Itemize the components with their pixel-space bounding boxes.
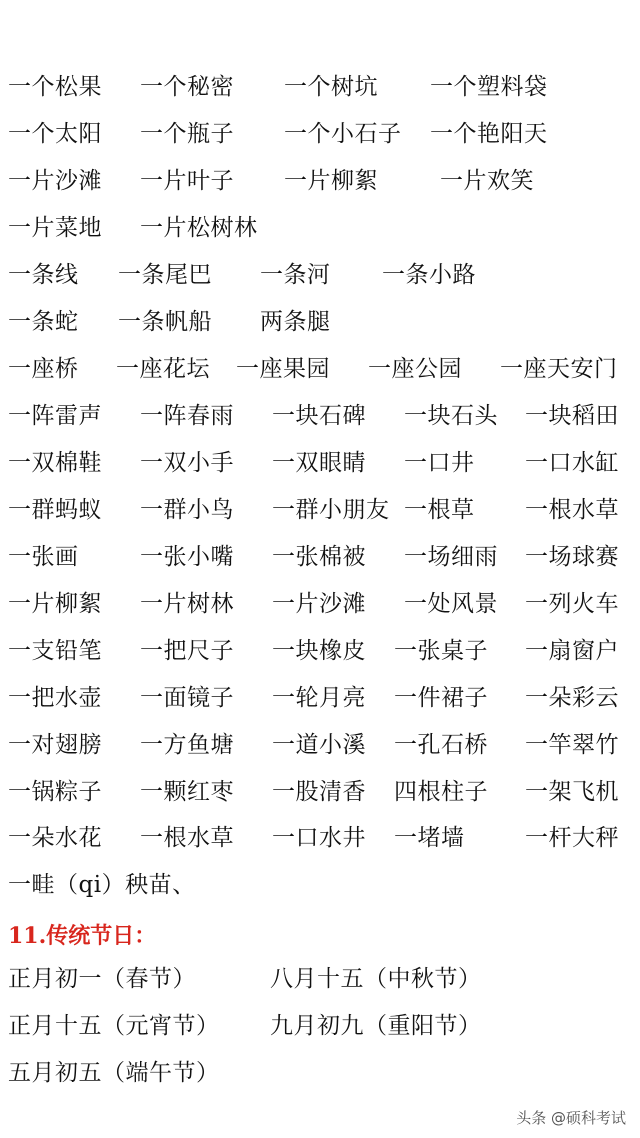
measure-word-phrase: 一双小手: [140, 450, 234, 476]
festival-item: 正月十五（元宵节）: [8, 1013, 220, 1039]
measure-word-phrase: 一个瓶子: [140, 121, 234, 147]
measure-word-phrase: 一堵墙: [394, 825, 465, 851]
measure-word-phrase: 一双眼睛: [272, 450, 366, 476]
measure-word-phrase: 一架飞机: [525, 779, 619, 805]
measure-word-phrase: 一锅粽子: [8, 779, 102, 805]
measure-word-phrase: 一口水井: [272, 825, 366, 851]
measure-word-phrase: 一处风景: [404, 591, 498, 617]
measure-word-phrase: 一根草: [404, 497, 475, 523]
measure-word-phrase: 一块稻田: [525, 403, 619, 429]
measure-word-phrase: 一双棉鞋: [8, 450, 102, 476]
measure-word-phrase: 一个树坑: [284, 74, 378, 100]
text-row: [0, 158, 640, 204]
measure-word-phrase: 一把尺子: [140, 638, 234, 664]
measure-word-phrase: 一张小嘴: [140, 544, 234, 570]
festival-item: 八月十五（中秋节）: [270, 966, 482, 992]
measure-word-phrase: 一场球赛: [525, 544, 619, 570]
measure-word-phrase: 一座天安门: [500, 356, 618, 382]
measure-word-phrase: 一个小石子: [284, 121, 402, 147]
measure-word-phrase: 一方鱼塘: [140, 732, 234, 758]
measure-word-phrase: 一个太阳: [8, 121, 102, 147]
text-row: [0, 440, 640, 486]
measure-word-phrase: 一块石碑: [272, 403, 366, 429]
measure-word-phrase: 四根柱子: [394, 779, 488, 805]
measure-word-phrase: 一张棉被: [272, 544, 366, 570]
measure-word-phrase: 一个艳阳天: [430, 121, 548, 147]
measure-word-phrase: 一群小朋友: [272, 497, 390, 523]
measure-word-phrase: 一扇窗户: [525, 638, 619, 664]
measure-word-phrase: 一片柳絮: [8, 591, 102, 617]
text-row: [0, 393, 640, 439]
measure-word-phrase: 一个松果: [8, 74, 102, 100]
measure-word-phrase: 一群蚂蚁: [8, 497, 102, 523]
measure-word-phrase: 一块石头: [404, 403, 498, 429]
festival-item: 正月初一（春节）: [8, 966, 196, 992]
measure-word-phrase: 一道小溪: [272, 732, 366, 758]
measure-word-phrase: 一张画: [8, 544, 79, 570]
text-row: [0, 111, 640, 157]
text-row: [0, 534, 640, 580]
measure-word-phrase: 一口水缸: [525, 450, 619, 476]
measure-word-phrase: 一畦（qi）秧苗、: [8, 872, 196, 898]
measure-word-phrase: 一条小路: [382, 262, 476, 288]
measure-word-phrase: 一条尾巴: [118, 262, 212, 288]
festival-item: 九月初九（重阳节）: [270, 1013, 482, 1039]
measure-word-phrase: 一列火车: [525, 591, 619, 617]
measure-word-phrase: 一朵水花: [8, 825, 102, 851]
measure-word-phrase: 一片柳絮: [284, 168, 378, 194]
measure-word-phrase: 一孔石桥: [394, 732, 488, 758]
measure-word-phrase: 一对翅膀: [8, 732, 102, 758]
measure-word-phrase: 一支铅笔: [8, 638, 102, 664]
measure-word-phrase: 一条蛇: [8, 309, 79, 335]
text-row: [0, 815, 640, 861]
measure-word-phrase: 一个秘密: [140, 74, 234, 100]
text-row: [0, 628, 640, 674]
festival-item: 五月初五（端午节）: [8, 1060, 220, 1086]
measure-word-phrase: 一个塑料袋: [430, 74, 548, 100]
measure-word-phrase: 一座公园: [368, 356, 462, 382]
measure-word-phrase: 一阵雷声: [8, 403, 102, 429]
measure-word-phrase: 一片沙滩: [272, 591, 366, 617]
measure-word-phrase: 一片叶子: [140, 168, 234, 194]
measure-word-phrase: 一群小鸟: [140, 497, 234, 523]
measure-word-phrase: 一阵春雨: [140, 403, 234, 429]
measure-word-phrase: 一条线: [8, 262, 79, 288]
section-title: 11.传统节日：: [8, 923, 157, 949]
measure-word-phrase: 两条腿: [260, 309, 331, 335]
text-row: [0, 64, 640, 110]
measure-word-phrase: 一竿翠竹: [525, 732, 619, 758]
measure-word-phrase: 一座果园: [236, 356, 330, 382]
measure-word-phrase: 一件裙子: [394, 685, 488, 711]
measure-word-phrase: 一条帆船: [118, 309, 212, 335]
text-row: [0, 299, 640, 345]
measure-word-phrase: 一根水草: [525, 497, 619, 523]
text-row: [0, 581, 640, 627]
watermark: 头条 @硕科考试: [516, 1109, 626, 1127]
measure-word-phrase: 一股清香: [272, 779, 366, 805]
measure-word-phrase: 一口井: [404, 450, 475, 476]
measure-word-phrase: 一片菜地: [8, 215, 102, 241]
measure-word-phrase: 一把水壶: [8, 685, 102, 711]
measure-word-phrase: 一片松树林: [140, 215, 258, 241]
text-row: [0, 769, 640, 815]
text-row: [0, 675, 640, 721]
measure-word-phrase: 一轮月亮: [272, 685, 366, 711]
measure-word-phrase: 一颗红枣: [140, 779, 234, 805]
text-row: [0, 252, 640, 298]
text-row: [0, 722, 640, 768]
measure-word-phrase: 一片树林: [140, 591, 234, 617]
measure-word-phrase: 一场细雨: [404, 544, 498, 570]
text-row: [0, 487, 640, 533]
measure-word-phrase: 一片沙滩: [8, 168, 102, 194]
measure-word-phrase: 一块橡皮: [272, 638, 366, 664]
measure-word-phrase: 一座桥: [8, 356, 79, 382]
measure-word-phrase: 一根水草: [140, 825, 234, 851]
measure-word-phrase: 一座花坛: [116, 356, 210, 382]
measure-word-phrase: 一张桌子: [394, 638, 488, 664]
text-row: [0, 205, 640, 251]
text-row: [0, 862, 640, 908]
measure-word-phrase: 一朵彩云: [525, 685, 619, 711]
text-row: [0, 346, 640, 392]
measure-word-phrase: 一杆大秤: [525, 825, 619, 851]
measure-word-phrase: 一条河: [260, 262, 331, 288]
measure-word-phrase: 一面镜子: [140, 685, 234, 711]
measure-word-phrase: 一片欢笑: [440, 168, 534, 194]
